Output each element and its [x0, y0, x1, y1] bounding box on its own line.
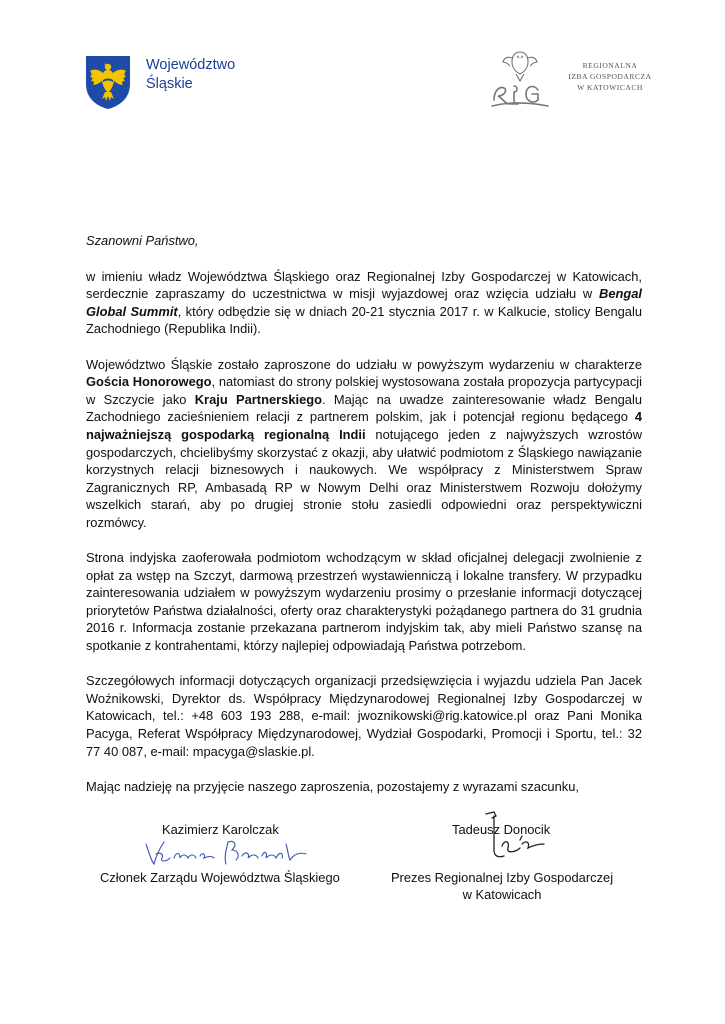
letter-body	[86, 232, 642, 813]
rig-monogram-icon	[488, 48, 552, 110]
paragraph-context	[86, 356, 642, 532]
voivodeship-logo	[84, 54, 244, 110]
closing-line: Mając nadzieję na przyjęcie naszego zaproszenia, pozostajemy z wyrazami szacunku,	[86, 778, 579, 794]
text: , natomiast do strony polskiej wystosowana została propozycja partycypacji w Szczycie jako	[86, 374, 642, 407]
text: w imieniu władz Województwa Śląskiego oraz Regionalnej Izby Gospodarczej w Katowicach, serdecznie zapraszamy do uczestnictwa w misji wyjazdowej oraz wzięcia udziału w	[86, 268, 642, 302]
event-name: Bengal Global Summit	[86, 286, 642, 319]
emphasis-guest: Gościa Honorowego	[86, 374, 212, 390]
role-line-1: Prezes Regionalnej Izby Gospodarczej	[390, 870, 614, 885]
paragraph-invitation	[86, 268, 642, 338]
salutation: Szanowni Państwo,	[86, 233, 199, 248]
text: notującego jeden z najwyższych wzrostów gospodarczych, chcielibyśmy skorzystać z okazji, aby ułatwić podmiotom z Śląskiego nawiązanie korzystnych relacji biznesowych i naukowych. We współpracy z Ministerstwem Spraw Zagranicznych RP, Ambasadą RP w Nowym Delhi oraz Ministerstwem Rozwoju dołożymy wszelkich starań, aby po drugiej stronie stołu zasiedli odpowiedni oraz perspektywiczni rozmówcy.	[86, 426, 642, 530]
eagle-shield-icon	[84, 54, 132, 110]
signatory-role: Członek Zarządu Województwa Śląskiego	[100, 870, 340, 885]
signatory-name: Tadeusz Donocik	[452, 822, 551, 837]
text: . Mając na uwadze zainteresowanie władz Bengalu Zachodniego zacieśnieniem relacji z partnerem polskim, jak i potencjał regionu będącego	[86, 391, 642, 425]
chamber-line-2: IZBA GOSPODARCZA	[568, 72, 652, 81]
paragraph-offer: Strona indyjska zaoferowała podmiotom wchodzącym w skład oficjalnej delegacji zwolnienie z opłat za wstęp na Szczyt, darmową przestrzeń wystawienniczą i lokalne transfery. W przypadku zainteresowania udziałem w powyższym wydarzeniu prosimy o przesłanie informacji dotyczącej priorytetów Państwa działalności, oferty oraz charakterystyki pożądanego partnera do 31 grudnia 2016 r. Informacja zostanie przekazana partnerom indyjskim tak, aby mieli Państwo szansę na spotkanie z kontrahentami, którzy najlepiej odpowiadają Państwa potrzebom.	[86, 550, 642, 654]
emphasis-economy: 4 najważniejszą gospodarką regionalną Indii	[86, 409, 642, 442]
signatory-role	[388, 870, 616, 902]
handwritten-signature-right	[480, 810, 550, 868]
chamber-line-3: W KATOWICACH	[577, 83, 643, 92]
logo-line-2: Śląskie	[146, 76, 193, 92]
emphasis-partner: Kraju Partnerskiego	[194, 391, 322, 407]
text: Województwo Śląskie zostało zaproszone do udziału w powyższym wydarzeniu w charakterze	[86, 356, 642, 372]
logo-line-1: Województwo	[146, 57, 236, 73]
chamber-line-1: REGIONALNA	[582, 61, 638, 70]
text: , który odbędzie się w dniach 20-21 stycznia 2017 r. w Kalkucie, stolicy Bengalu Zachodniego (Republika Indii).	[86, 303, 642, 337]
paragraph-contacts: Szczegółowych informacji dotyczących organizacji przedsięwzięcia i wyjazdu udziela Pan Jacek Woźnikowski, Dyrektor ds. Współpracy Międzynarodowej Regionalnej Izby Gospodarczej w Katowicach, tel.: +48 603 193 288, e-mail: jwoznikowski@rig.katowice.pl oraz Pani Monika Pacyga, Referat Współpracy Międzynarodowej, Wydział Gospodarki, Promocji i Sportu, tel.: 32 77 40 087, e-mail: mpacyga@slaskie.pl.	[86, 673, 642, 759]
handwritten-signature-left	[142, 836, 310, 870]
role-line-2: w Katowicach	[462, 887, 542, 902]
signatory-name: Kazimierz Karolczak	[162, 822, 279, 837]
chamber-logo	[488, 48, 658, 110]
